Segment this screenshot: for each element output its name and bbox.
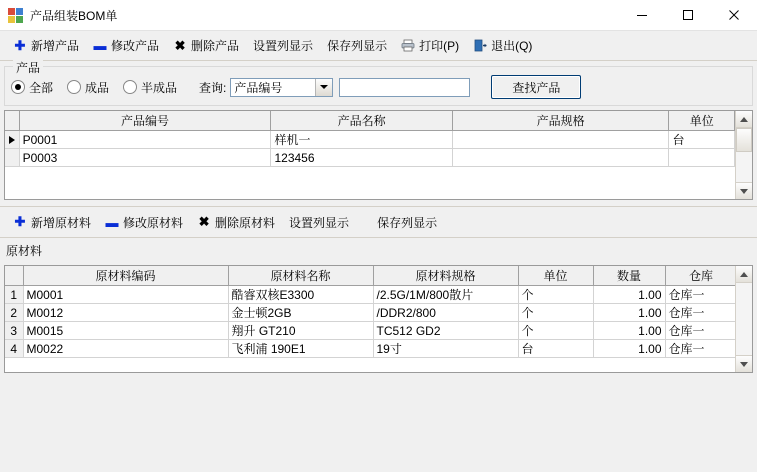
query-label: 查询:: [199, 80, 227, 95]
material-col-unit[interactable]: 单位: [518, 266, 593, 286]
product-cell-unit[interactable]: [669, 149, 735, 167]
material-cell-name[interactable]: 翔升 GT210: [228, 322, 373, 340]
scroll-thumb[interactable]: [736, 128, 752, 152]
delete-product-label: 删除产品: [191, 39, 240, 53]
material-cell-unit[interactable]: 个: [518, 286, 593, 304]
cross-icon: ✖: [198, 214, 210, 229]
current-row-arrow-icon: [5, 131, 19, 149]
radio-all-icon: [11, 80, 25, 94]
scroll-down-icon[interactable]: [736, 182, 752, 199]
material-table: [5, 266, 735, 358]
product-toolbar: [0, 31, 757, 61]
product-col-code[interactable]: 产品编号: [19, 111, 271, 131]
app-color-squares-icon: [8, 7, 24, 23]
delete-material-label: 删除原材料: [215, 215, 276, 230]
product-table-header-row: [5, 111, 735, 131]
material-rowheader-corner: [5, 266, 23, 286]
printer-icon: [401, 39, 415, 53]
product-cell-unit[interactable]: 台: [669, 131, 735, 149]
edit-material-button[interactable]: [98, 210, 190, 234]
material-cell-code[interactable]: M0001: [23, 286, 228, 304]
print-button[interactable]: [394, 34, 466, 58]
exit-door-icon: [473, 39, 487, 53]
row-marker: [5, 149, 19, 167]
minimize-button[interactable]: [619, 0, 665, 30]
minimize-icon: [636, 9, 648, 21]
radio-finished-icon: [67, 80, 81, 94]
query-field-value: 产品编号: [234, 80, 283, 95]
radio-all-label: 全部: [29, 80, 54, 95]
product-grid: [4, 110, 753, 200]
material-cell-name[interactable]: 飞利浦 190E1: [228, 340, 373, 358]
material-table-header-row: [5, 266, 735, 286]
radio-all[interactable]: [11, 79, 53, 96]
add-material-button[interactable]: [6, 210, 98, 234]
material-cell-name[interactable]: 酷睿双核E3300: [228, 286, 373, 304]
material-col-name[interactable]: 原材料名称: [228, 266, 373, 286]
scroll-track[interactable]: [736, 283, 752, 355]
product-cell-code[interactable]: P0003: [19, 149, 271, 167]
radio-finished-label: 成品: [85, 80, 110, 95]
query-field-select[interactable]: [230, 78, 333, 97]
radio-finished[interactable]: [67, 79, 109, 96]
edit-product-button[interactable]: [86, 34, 166, 58]
table-row[interactable]: [5, 340, 735, 358]
radio-semi-finished[interactable]: [123, 79, 177, 96]
table-row[interactable]: [5, 131, 735, 149]
product-cell-spec[interactable]: [452, 149, 669, 167]
minus-icon: ▬: [93, 38, 107, 53]
query-input[interactable]: [339, 78, 470, 97]
product-group-title: 产品: [13, 59, 43, 76]
table-row[interactable]: [5, 322, 735, 340]
product-grid-body[interactable]: [5, 111, 735, 199]
window-title: 产品组装BOM单: [30, 8, 118, 23]
delete-material-button[interactable]: [190, 210, 282, 234]
add-material-label: 新增原材料: [31, 215, 92, 230]
chevron-down-icon[interactable]: [315, 79, 332, 96]
material-cell-warehouse[interactable]: 仓库一: [665, 340, 735, 358]
scroll-up-icon[interactable]: [736, 266, 752, 283]
material-cell-unit[interactable]: 台: [518, 340, 593, 358]
add-product-button[interactable]: [6, 34, 86, 58]
config-columns-product-button[interactable]: [246, 34, 320, 58]
material-cell-qty[interactable]: 1.00: [593, 340, 665, 358]
material-cell-spec[interactable]: /2.5G/1M/800散片: [373, 286, 518, 304]
material-cell-qty[interactable]: 1.00: [593, 286, 665, 304]
window-empty-area: [0, 373, 757, 472]
product-cell-code[interactable]: P0001: [19, 131, 271, 149]
product-cell-name[interactable]: 样机一: [271, 131, 452, 149]
radio-semi-finished-label: 半成品: [141, 80, 178, 95]
product-col-spec[interactable]: 产品规格: [452, 111, 669, 131]
material-cell-code[interactable]: M0022: [23, 340, 228, 358]
material-grid-body[interactable]: [5, 266, 735, 372]
maximize-button[interactable]: [665, 0, 711, 30]
product-cell-spec[interactable]: [452, 131, 669, 149]
save-columns-product-button[interactable]: [320, 34, 394, 58]
cross-icon: ✖: [174, 37, 186, 53]
material-cell-spec[interactable]: 19寸: [373, 340, 518, 358]
table-row[interactable]: [5, 304, 735, 322]
print-label: 打印(P): [419, 39, 460, 53]
table-row[interactable]: [5, 149, 735, 167]
exit-label: 退出(Q): [491, 39, 533, 53]
product-cell-name[interactable]: 123456: [271, 149, 452, 167]
material-cell-spec[interactable]: /DDR2/800: [373, 304, 518, 322]
product-grid-vertical-scrollbar[interactable]: [735, 111, 752, 199]
material-col-code[interactable]: 原材料编码: [23, 266, 228, 286]
material-cell-warehouse[interactable]: 仓库一: [665, 304, 735, 322]
config-columns-material-button[interactable]: [282, 210, 356, 234]
material-cell-code[interactable]: M0015: [23, 322, 228, 340]
product-filter-row: [5, 67, 752, 105]
add-product-label: 新增产品: [31, 39, 80, 53]
product-table: [5, 111, 735, 167]
exit-button[interactable]: [466, 34, 539, 58]
material-col-qty[interactable]: 数量: [593, 266, 665, 286]
material-grid: [4, 265, 753, 373]
material-cell-qty[interactable]: 1.00: [593, 322, 665, 340]
radio-semi-finished-icon: [123, 80, 137, 94]
material-cell-name[interactable]: 金士顿2GB: [228, 304, 373, 322]
material-cell-warehouse[interactable]: 仓库一: [665, 322, 735, 340]
material-col-spec[interactable]: 原材料规格: [373, 266, 518, 286]
window-controls: [619, 0, 757, 30]
material-toolbar: [0, 207, 757, 238]
material-cell-unit[interactable]: 个: [518, 322, 593, 340]
minus-icon: ▬: [105, 214, 119, 230]
save-columns-material-label: 保存列显示: [377, 215, 438, 230]
material-cell-spec[interactable]: TC512 GD2: [373, 322, 518, 340]
product-col-unit[interactable]: 单位: [669, 111, 735, 131]
save-columns-product-label: 保存列显示: [327, 39, 388, 53]
row-number: 2: [5, 304, 23, 322]
material-grid-vertical-scrollbar[interactable]: [735, 266, 752, 372]
row-number: 1: [5, 286, 23, 304]
edit-product-label: 修改产品: [111, 39, 160, 53]
close-button[interactable]: [711, 0, 757, 30]
delete-product-button[interactable]: [166, 34, 246, 58]
product-col-name[interactable]: 产品名称: [271, 111, 452, 131]
edit-material-label: 修改原材料: [123, 215, 184, 230]
table-row[interactable]: [5, 286, 735, 304]
material-section-label: 原材料: [6, 244, 43, 258]
scroll-up-icon[interactable]: [736, 111, 752, 128]
material-col-warehouse[interactable]: 仓库: [665, 266, 735, 286]
scroll-track[interactable]: [736, 152, 752, 182]
config-columns-material-label: 设置列显示: [289, 215, 350, 230]
material-cell-qty[interactable]: 1.00: [593, 304, 665, 322]
row-number: 4: [5, 340, 23, 358]
close-icon: [728, 9, 740, 21]
plus-icon: ✚: [14, 37, 26, 53]
title-bar: [0, 0, 757, 31]
plus-icon: ✚: [14, 214, 26, 229]
save-columns-material-button[interactable]: [370, 210, 444, 234]
material-cell-unit[interactable]: 个: [518, 304, 593, 322]
row-number: 3: [5, 322, 23, 340]
material-cell-warehouse[interactable]: 仓库一: [665, 286, 735, 304]
search-product-button[interactable]: 查找产品: [491, 75, 581, 99]
scroll-down-icon[interactable]: [736, 355, 752, 372]
product-rowheader-corner: [5, 111, 19, 131]
config-columns-product-label: 设置列显示: [253, 39, 314, 53]
material-cell-code[interactable]: M0012: [23, 304, 228, 322]
product-filter-panel: [4, 61, 753, 106]
maximize-icon: [682, 9, 694, 21]
